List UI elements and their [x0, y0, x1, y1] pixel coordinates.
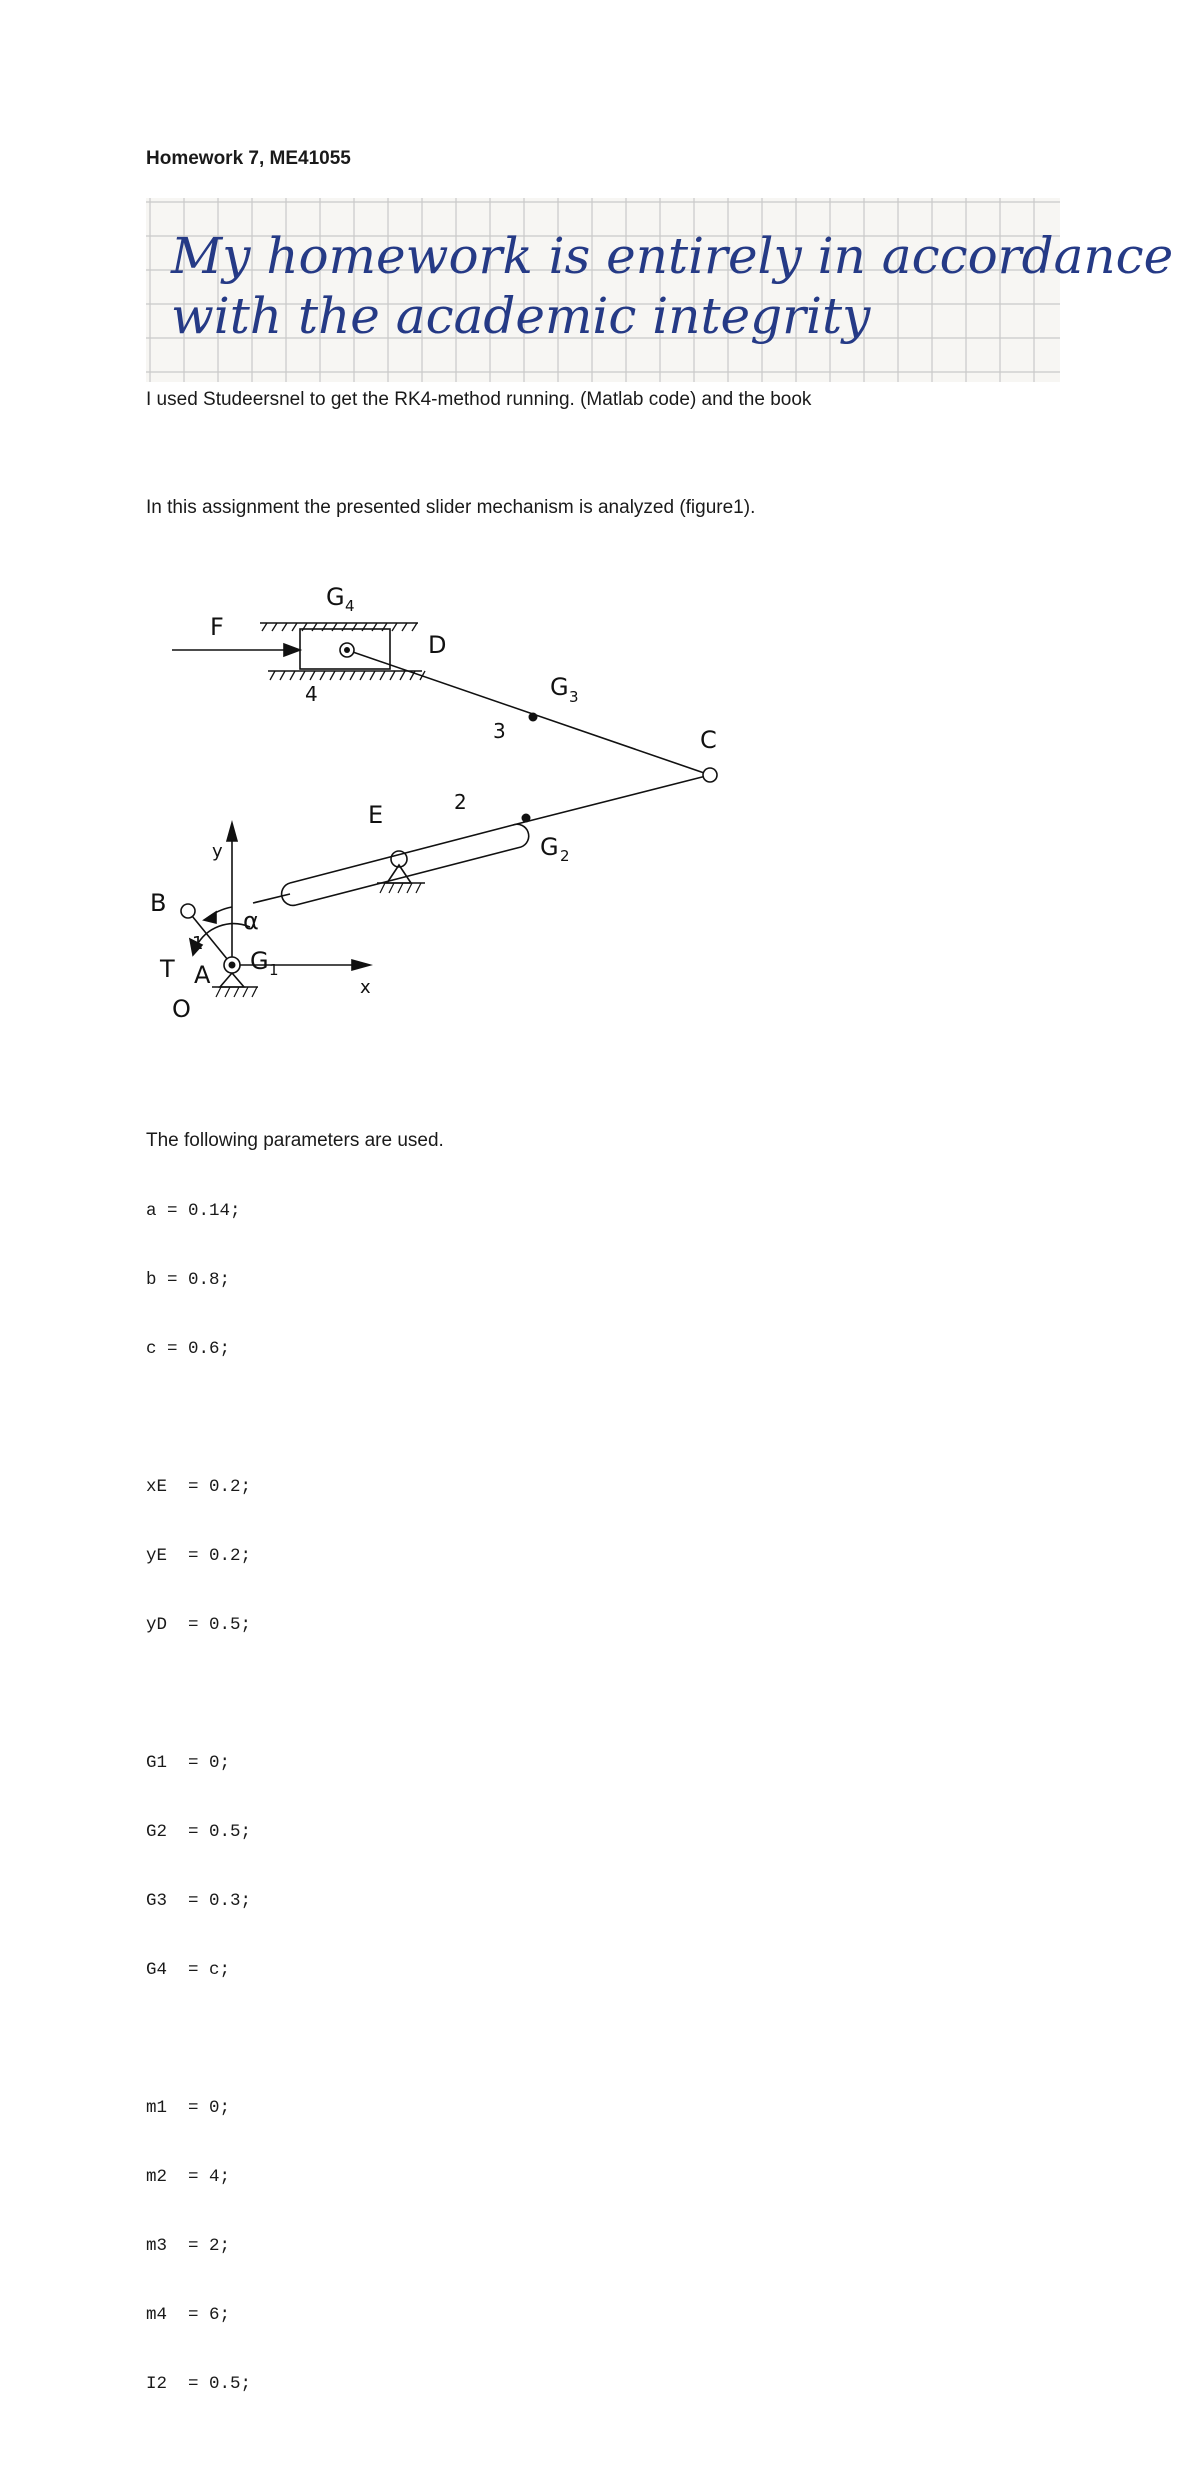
- label-g3: G: [550, 673, 569, 701]
- label-y: y: [212, 841, 223, 862]
- label-g2-sub: 2: [560, 847, 570, 865]
- label-link-1: 1: [192, 933, 204, 954]
- parameters-intro: The following parameters are used.: [146, 1130, 444, 1151]
- label-link-2: 2: [454, 790, 467, 814]
- slider-mechanism-figure: [140, 565, 760, 1065]
- source-note: I used Studeersnel to get the RK4-method running. (Matlab code) and the book: [146, 389, 812, 410]
- param-line: I2 = 0.5;: [146, 2374, 252, 2394]
- bottom-guide-hatching: [270, 671, 425, 680]
- svg-text:My homework is entirely in: My homework is entirely in accordance: [171, 227, 1174, 285]
- label-g4-sub: 4: [345, 597, 355, 615]
- joint-b: [181, 904, 195, 918]
- parameters-section: [146, 1130, 444, 2465]
- label-link-4: 4: [305, 682, 318, 706]
- param-line: m1 = 0;: [146, 2098, 231, 2118]
- label-e: E: [368, 801, 384, 829]
- param-line: m2 = 4;: [146, 2167, 231, 2187]
- param-line: a = 0.14;: [146, 1201, 241, 1221]
- label-x: x: [360, 977, 371, 998]
- param-line: xE = 0.2;: [146, 1477, 252, 1497]
- label-g1-sub: 1: [269, 961, 279, 979]
- parameter-group-dimensions: [146, 1154, 444, 1407]
- label-t: T: [160, 955, 175, 983]
- label-g4: G: [326, 583, 345, 611]
- joint-c: [703, 768, 717, 782]
- param-line: c = 0.6;: [146, 1339, 231, 1359]
- support-a: [220, 973, 244, 987]
- svg-text:with the academic integrity: with the academic integrity: [171, 287, 871, 345]
- param-line: m3 = 2;: [146, 2236, 231, 2256]
- param-line: G3 = 0.3;: [146, 1891, 252, 1911]
- label-g1: G: [250, 947, 269, 975]
- label-a: A: [194, 961, 211, 989]
- label-g3-sub: 3: [569, 688, 579, 706]
- label-d: D: [428, 631, 447, 659]
- force-arrow-head: [284, 644, 300, 656]
- label-link-3: 3: [493, 719, 506, 743]
- label-alpha: α: [243, 907, 259, 935]
- handwritten-signature: [146, 198, 1174, 382]
- param-line: G2 = 0.5;: [146, 1822, 252, 1842]
- link-2-rod: [513, 775, 710, 825]
- label-c: C: [700, 726, 717, 754]
- label-f: F: [210, 613, 224, 641]
- label-b: B: [150, 889, 167, 917]
- link-3: [347, 650, 710, 775]
- param-line: b = 0.8;: [146, 1270, 231, 1290]
- param-line: G4 = c;: [146, 1960, 231, 1980]
- parameter-group-masses: [146, 2051, 444, 2442]
- label-g2: G: [540, 833, 559, 861]
- document-title: Homework 7, ME41055: [146, 148, 351, 169]
- joint-a-dot: [229, 962, 236, 969]
- param-line: yD = 0.5;: [146, 1615, 252, 1635]
- parameter-group-centers: [146, 1706, 444, 2028]
- parameter-group-positions: [146, 1430, 444, 1683]
- torque-arc: [196, 924, 250, 947]
- param-line: G1 = 0;: [146, 1753, 231, 1773]
- joint-d-dot: [344, 647, 350, 653]
- param-line: m4 = 6;: [146, 2305, 231, 2325]
- param-line: yE = 0.2;: [146, 1546, 252, 1566]
- mass-center-g3: [529, 713, 538, 722]
- label-o: O: [172, 995, 191, 1023]
- intro-paragraph: In this assignment the presented slider mechanism is analyzed (figure1).: [146, 497, 756, 518]
- mass-center-g2: [522, 814, 531, 823]
